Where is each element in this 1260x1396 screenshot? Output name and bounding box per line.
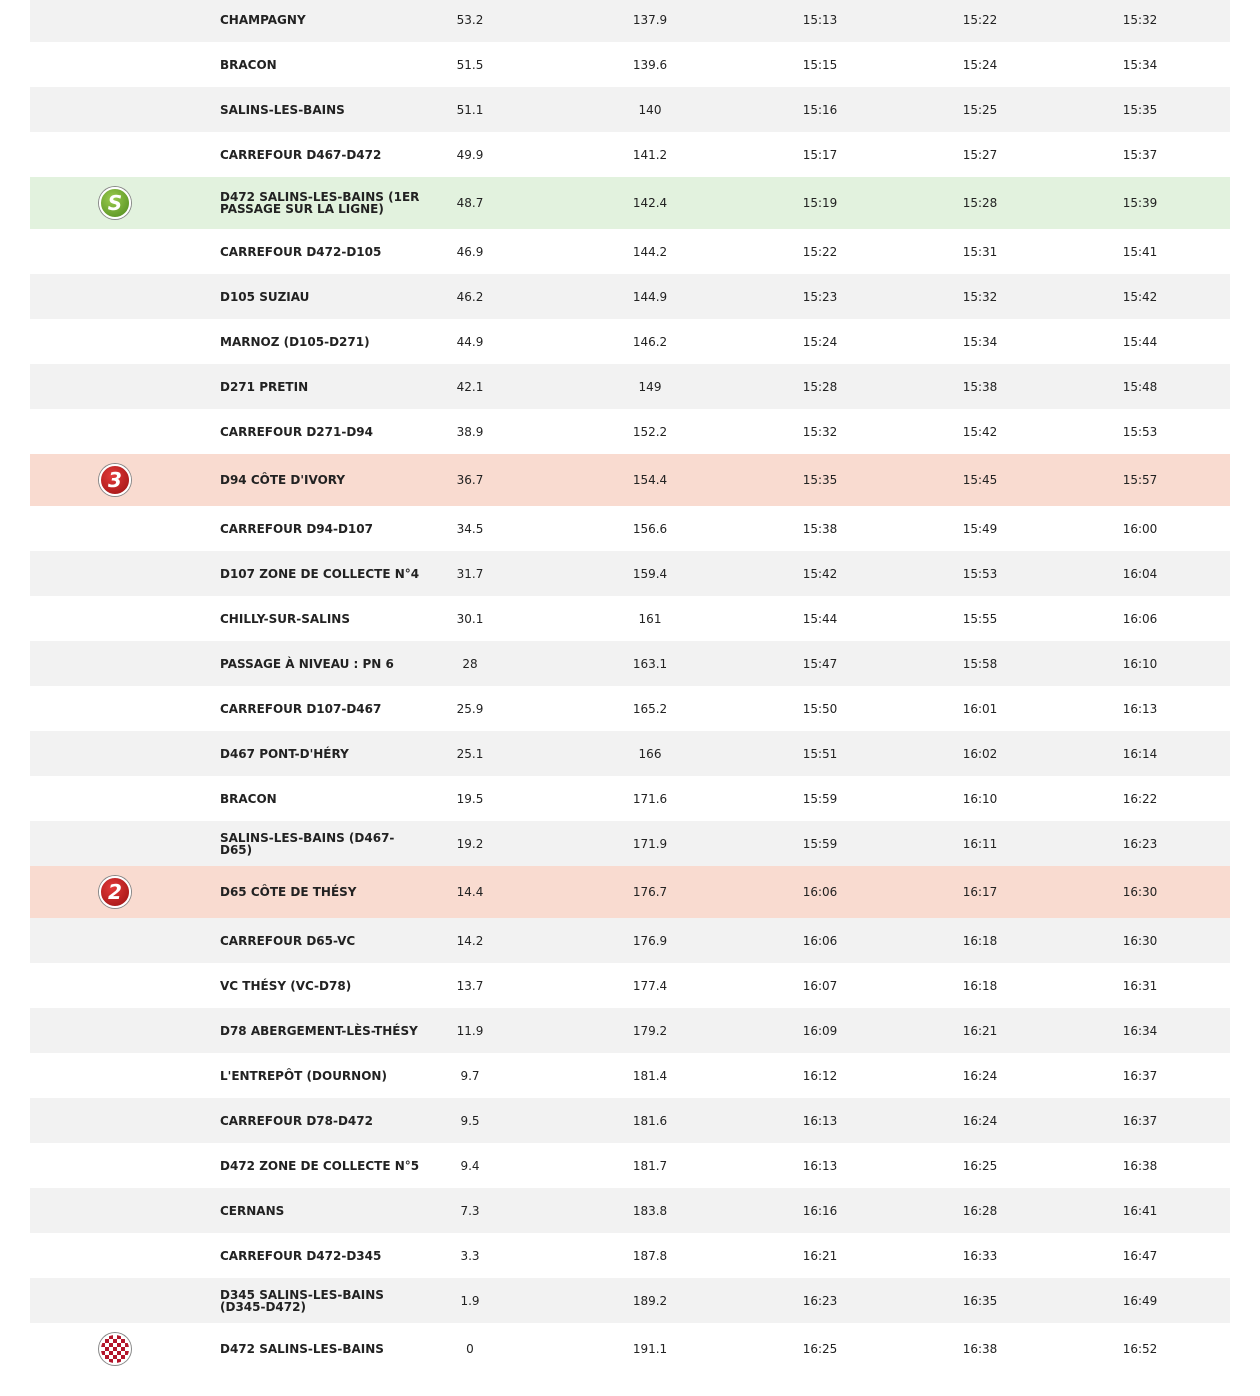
km-to-go: 36.7 — [456, 473, 484, 487]
time-schedule-slow: 15:42 — [1122, 289, 1158, 304]
table-row — [30, 596, 1230, 641]
km-done: 191.1 — [632, 1342, 668, 1356]
row-icon-cell — [30, 229, 220, 274]
km-to-go: 49.9 — [456, 147, 484, 162]
checkpoint-name: MARNOZ (D105-D271) — [220, 334, 370, 349]
time-schedule-fast: 15:32 — [802, 424, 838, 439]
time-schedule-fast: 15:51 — [802, 746, 838, 761]
time-schedule-slow: 16:49 — [1122, 1293, 1158, 1308]
km-done: 189.2 — [632, 1293, 668, 1308]
km-done: 181.4 — [632, 1068, 668, 1083]
time-schedule-medium: 16:01 — [962, 701, 998, 716]
time-schedule-fast: 15:16 — [802, 102, 838, 117]
km-done: 165.2 — [632, 701, 668, 716]
time-schedule-slow: 15:48 — [1122, 379, 1158, 394]
time-schedule-fast: 15:44 — [802, 611, 838, 626]
time-schedule-fast: 15:42 — [802, 566, 838, 581]
checkpoint-name: CARREFOUR D472-D105 — [220, 244, 382, 259]
checkpoint-name: CARREFOUR D94-D107 — [220, 521, 373, 536]
table-row — [30, 229, 1230, 274]
time-schedule-medium: 16:17 — [962, 885, 998, 899]
time-schedule-medium: 16:28 — [962, 1203, 998, 1218]
km-done: 142.4 — [632, 196, 668, 210]
time-schedule-slow: 16:04 — [1122, 566, 1158, 581]
checkpoint-name: VC THÉSY (VC-D78) — [220, 978, 352, 993]
checkpoint-name: SALINS-LES-BAINS — [220, 102, 345, 117]
time-schedule-fast: 15:47 — [802, 656, 838, 671]
finish-flag-icon — [99, 1333, 131, 1365]
km-to-go: 28 — [462, 656, 478, 671]
row-icon-cell — [30, 1323, 220, 1375]
time-schedule-medium: 15:45 — [962, 473, 998, 487]
time-schedule-slow: 16:37 — [1122, 1068, 1158, 1083]
km-to-go: 30.1 — [456, 611, 484, 626]
time-schedule-fast: 16:25 — [802, 1342, 838, 1356]
time-schedule-fast: 15:15 — [802, 57, 838, 72]
checkpoint-name: SALINS-LES-BAINS (D467-D65) — [220, 830, 395, 857]
time-schedule-medium: 16:25 — [962, 1158, 998, 1173]
km-to-go: 14.4 — [456, 885, 484, 899]
time-schedule-fast: 15:59 — [802, 791, 838, 806]
checkpoint-name: D94 CÔTE D'IVORY — [220, 473, 346, 487]
time-schedule-fast: 16:21 — [802, 1248, 838, 1263]
checkpoint-name: CHAMPAGNY — [220, 12, 306, 27]
km-to-go: 34.5 — [456, 521, 484, 536]
time-schedule-medium: 16:21 — [962, 1023, 998, 1038]
time-schedule-slow: 15:53 — [1122, 424, 1158, 439]
table-row — [30, 776, 1230, 821]
km-done: 176.7 — [632, 885, 668, 899]
km-done: 183.8 — [632, 1203, 668, 1218]
time-schedule-slow: 15:35 — [1122, 102, 1158, 117]
table-row — [30, 274, 1230, 319]
km-to-go: 9.7 — [460, 1068, 480, 1083]
table-row — [30, 1053, 1230, 1098]
table-row — [30, 364, 1230, 409]
sprint-icon: S — [99, 187, 131, 219]
checkpoint-name: CERNANS — [220, 1203, 285, 1218]
row-icon-cell — [30, 551, 220, 596]
table-row — [30, 1098, 1230, 1143]
table-row — [30, 0, 1230, 42]
km-to-go: 0 — [466, 1342, 474, 1356]
checkpoint-name: BRACON — [220, 791, 277, 806]
time-schedule-slow: 16:41 — [1122, 1203, 1158, 1218]
time-schedule-medium: 15:22 — [962, 12, 998, 27]
time-schedule-medium: 16:02 — [962, 746, 998, 761]
time-schedule-medium: 15:28 — [962, 196, 998, 210]
km-done: 149 — [638, 379, 662, 394]
table-row — [30, 866, 1230, 918]
checkpoint-name: CARREFOUR D65-VC — [220, 933, 356, 948]
time-schedule-slow: 15:34 — [1122, 57, 1158, 72]
checkpoint-name: D467 PONT-D'HÉRY — [220, 746, 349, 761]
km-done: 181.6 — [632, 1113, 668, 1128]
table-row — [30, 42, 1230, 87]
row-icon-cell — [30, 454, 220, 506]
km-done: 161 — [638, 611, 662, 626]
time-schedule-fast: 16:13 — [802, 1158, 838, 1173]
km-done: 171.6 — [632, 791, 668, 806]
time-schedule-fast: 15:13 — [802, 12, 838, 27]
km-done: 154.4 — [632, 473, 668, 487]
row-icon-cell — [30, 641, 220, 686]
time-schedule-medium: 15:55 — [962, 611, 998, 626]
time-schedule-fast: 16:16 — [802, 1203, 838, 1218]
km-done: 159.4 — [632, 566, 668, 581]
checkpoint-name: CHILLY-SUR-SALINS — [220, 611, 350, 626]
km-to-go: 25.9 — [456, 701, 484, 716]
time-schedule-medium: 15:58 — [962, 656, 998, 671]
time-schedule-medium: 16:38 — [962, 1342, 998, 1356]
table-row — [30, 1323, 1230, 1375]
table-row — [30, 319, 1230, 364]
table-row — [30, 641, 1230, 686]
km-to-go: 31.7 — [456, 566, 484, 581]
checkpoint-name: D107 ZONE DE COLLECTE N°4 — [220, 566, 420, 581]
km-to-go: 19.2 — [456, 836, 484, 851]
time-schedule-fast: 16:13 — [802, 1113, 838, 1128]
time-schedule-medium: 15:25 — [962, 102, 998, 117]
row-icon-cell — [30, 1143, 220, 1188]
checkpoint-name: D271 PRETIN — [220, 379, 309, 394]
time-schedule-slow: 15:39 — [1122, 196, 1158, 210]
km-done: 144.9 — [632, 289, 668, 304]
time-schedule-medium: 15:49 — [962, 521, 998, 536]
time-schedule-medium: 16:24 — [962, 1068, 998, 1083]
km-done: 163.1 — [632, 656, 668, 671]
time-schedule-slow: 16:47 — [1122, 1248, 1158, 1263]
time-schedule-medium: 15:32 — [962, 289, 998, 304]
row-icon-cell — [30, 918, 220, 963]
time-schedule-slow: 15:37 — [1122, 147, 1158, 162]
checkpoint-name: D65 CÔTE DE THÉSY — [220, 885, 357, 899]
checkpoint-name: CARREFOUR D271-D94 — [220, 424, 373, 439]
km-done: 187.8 — [632, 1248, 668, 1263]
checkpoint-name: L'ENTREPÔT (DOURNON) — [220, 1068, 387, 1083]
row-icon-cell — [30, 1233, 220, 1278]
time-schedule-fast: 16:23 — [802, 1293, 838, 1308]
row-icon-cell — [30, 686, 220, 731]
km-to-go: 25.1 — [456, 746, 484, 761]
table-row — [30, 506, 1230, 551]
time-schedule-fast: 16:09 — [802, 1023, 838, 1038]
time-schedule-fast: 15:35 — [802, 473, 838, 487]
km-done: 176.9 — [632, 933, 668, 948]
row-icon-cell — [30, 1098, 220, 1143]
checkpoint-name: D105 SUZIAU — [220, 289, 310, 304]
checkpoint-name: D78 ABERGEMENT-LÈS-THÉSY — [220, 1023, 418, 1038]
km-to-go: 42.1 — [456, 379, 484, 394]
time-schedule-fast: 15:22 — [802, 244, 838, 259]
time-schedule-slow: 16:30 — [1122, 933, 1158, 948]
time-schedule-medium: 16:10 — [962, 791, 998, 806]
time-schedule-fast: 15:59 — [802, 836, 838, 851]
km-to-go: 38.9 — [456, 424, 484, 439]
km-to-go: 46.9 — [456, 244, 484, 259]
time-schedule-medium: 15:31 — [962, 244, 998, 259]
row-icon-cell — [30, 87, 220, 132]
climb-category-2-icon: 2 — [99, 876, 131, 908]
table-row — [30, 686, 1230, 731]
checkpoint-name: CARREFOUR D472-D345 — [220, 1248, 382, 1263]
km-done: 181.7 — [632, 1158, 668, 1173]
table-row — [30, 918, 1230, 963]
time-schedule-medium: 15:42 — [962, 424, 998, 439]
table-row — [30, 1278, 1230, 1323]
time-schedule-medium: 16:11 — [962, 836, 998, 851]
table-row — [30, 87, 1230, 132]
row-icon-cell — [30, 319, 220, 364]
km-to-go: 1.9 — [460, 1293, 480, 1308]
table-row — [30, 731, 1230, 776]
km-to-go: 14.2 — [456, 933, 484, 948]
time-schedule-medium: 16:18 — [962, 978, 998, 993]
time-schedule-fast: 16:06 — [802, 885, 838, 899]
km-done: 140 — [638, 102, 662, 117]
time-schedule-fast: 16:12 — [802, 1068, 838, 1083]
time-schedule-fast: 15:17 — [802, 147, 838, 162]
row-icon-cell — [30, 506, 220, 551]
row-icon-cell — [30, 1278, 220, 1323]
table-row — [30, 1143, 1230, 1188]
time-schedule-fast: 15:50 — [802, 701, 838, 716]
row-icon-cell — [30, 0, 220, 42]
checkpoint-name: D472 SALINS-LES-BAINS (1ER PASSAGE SUR LA LIGNE) — [220, 190, 420, 216]
time-schedule-slow: 15:44 — [1122, 334, 1158, 349]
checkpoint-name: D345 SALINS-LES-BAINS (D345-D472) — [220, 1287, 384, 1314]
time-schedule-slow: 16:30 — [1122, 885, 1158, 899]
checkpoint-name: D472 SALINS-LES-BAINS — [220, 1342, 384, 1356]
km-done: 171.9 — [632, 836, 668, 851]
row-icon-cell — [30, 177, 220, 229]
time-schedule-medium: 15:38 — [962, 379, 998, 394]
time-schedule-fast: 15:38 — [802, 521, 838, 536]
table-row — [30, 1233, 1230, 1278]
checkpoint-name: CARREFOUR D78-D472 — [220, 1113, 373, 1128]
km-to-go: 11.9 — [456, 1023, 484, 1038]
checkpoint-name: CARREFOUR D467-D472 — [220, 147, 382, 162]
table-row — [30, 1188, 1230, 1233]
time-schedule-slow: 16:31 — [1122, 978, 1158, 993]
row-icon-cell — [30, 409, 220, 454]
km-done: 146.2 — [632, 334, 668, 349]
km-to-go: 53.2 — [456, 12, 484, 27]
table-row — [30, 177, 1230, 229]
table-row — [30, 1008, 1230, 1053]
time-schedule-medium: 15:27 — [962, 147, 998, 162]
table-row — [30, 963, 1230, 1008]
table-row — [30, 132, 1230, 177]
table-row — [30, 551, 1230, 596]
row-icon-cell — [30, 776, 220, 821]
climb-category-3-icon: 3 — [99, 464, 131, 496]
km-done: 141.2 — [632, 147, 668, 162]
route-schedule-table — [30, 0, 1230, 1375]
time-schedule-medium: 15:53 — [962, 566, 998, 581]
row-icon-cell — [30, 132, 220, 177]
time-schedule-medium: 16:24 — [962, 1113, 998, 1128]
time-schedule-medium: 15:24 — [962, 57, 998, 72]
km-to-go: 3.3 — [460, 1248, 480, 1263]
row-icon-cell — [30, 596, 220, 641]
time-schedule-medium: 16:35 — [962, 1293, 998, 1308]
time-schedule-slow: 16:10 — [1122, 656, 1158, 671]
km-to-go: 46.2 — [456, 289, 484, 304]
km-to-go: 19.5 — [456, 791, 484, 806]
km-to-go: 48.7 — [456, 196, 484, 210]
time-schedule-slow: 16:14 — [1122, 746, 1158, 761]
row-icon-cell — [30, 1008, 220, 1053]
time-schedule-fast: 16:06 — [802, 933, 838, 948]
row-icon-cell — [30, 1053, 220, 1098]
km-done: 139.6 — [632, 57, 668, 72]
table-row — [30, 454, 1230, 506]
time-schedule-slow: 16:13 — [1122, 701, 1158, 716]
row-icon-cell — [30, 731, 220, 776]
km-to-go: 51.5 — [456, 57, 484, 72]
time-schedule-slow: 16:37 — [1122, 1113, 1158, 1128]
time-schedule-fast: 15:19 — [802, 196, 838, 210]
time-schedule-slow: 16:06 — [1122, 611, 1158, 626]
row-icon-cell — [30, 1188, 220, 1233]
row-icon-cell — [30, 963, 220, 1008]
row-icon-cell — [30, 866, 220, 918]
km-done: 179.2 — [632, 1023, 668, 1038]
row-icon-cell — [30, 821, 220, 866]
time-schedule-fast: 15:24 — [802, 334, 838, 349]
time-schedule-medium: 15:34 — [962, 334, 998, 349]
time-schedule-slow: 15:57 — [1122, 473, 1158, 487]
row-icon-cell — [30, 364, 220, 409]
row-icon-cell — [30, 274, 220, 319]
time-schedule-medium: 16:18 — [962, 933, 998, 948]
checkpoint-name: BRACON — [220, 57, 277, 72]
time-schedule-medium: 16:33 — [962, 1248, 998, 1263]
km-done: 177.4 — [632, 978, 668, 993]
km-to-go: 44.9 — [456, 334, 484, 349]
time-schedule-fast: 16:07 — [802, 978, 838, 993]
time-schedule-slow: 16:34 — [1122, 1023, 1158, 1038]
time-schedule-slow: 16:22 — [1122, 791, 1158, 806]
km-to-go: 51.1 — [456, 102, 484, 117]
time-schedule-slow: 15:41 — [1122, 244, 1158, 259]
time-schedule-slow: 15:32 — [1122, 12, 1158, 27]
checkpoint-name: CARREFOUR D107-D467 — [220, 701, 382, 716]
table-row — [30, 409, 1230, 454]
checkpoint-name: D472 ZONE DE COLLECTE N°5 — [220, 1158, 420, 1173]
km-done: 152.2 — [632, 424, 668, 439]
km-done: 137.9 — [632, 12, 668, 27]
km-to-go: 7.3 — [460, 1203, 480, 1218]
km-done: 156.6 — [632, 521, 668, 536]
time-schedule-fast: 15:28 — [802, 379, 838, 394]
km-done: 166 — [638, 746, 662, 761]
km-to-go: 9.5 — [460, 1113, 480, 1128]
time-schedule-slow: 16:38 — [1122, 1158, 1158, 1173]
time-schedule-slow: 16:00 — [1122, 521, 1158, 536]
row-icon-cell — [30, 42, 220, 87]
time-schedule-slow: 16:23 — [1122, 836, 1158, 851]
time-schedule-fast: 15:23 — [802, 289, 838, 304]
km-to-go: 9.4 — [460, 1158, 480, 1173]
km-done: 144.2 — [632, 244, 668, 259]
table-row — [30, 821, 1230, 866]
checkpoint-name: PASSAGE À NIVEAU : PN 6 — [220, 656, 394, 671]
km-to-go: 13.7 — [456, 978, 484, 993]
time-schedule-slow: 16:52 — [1122, 1342, 1158, 1356]
